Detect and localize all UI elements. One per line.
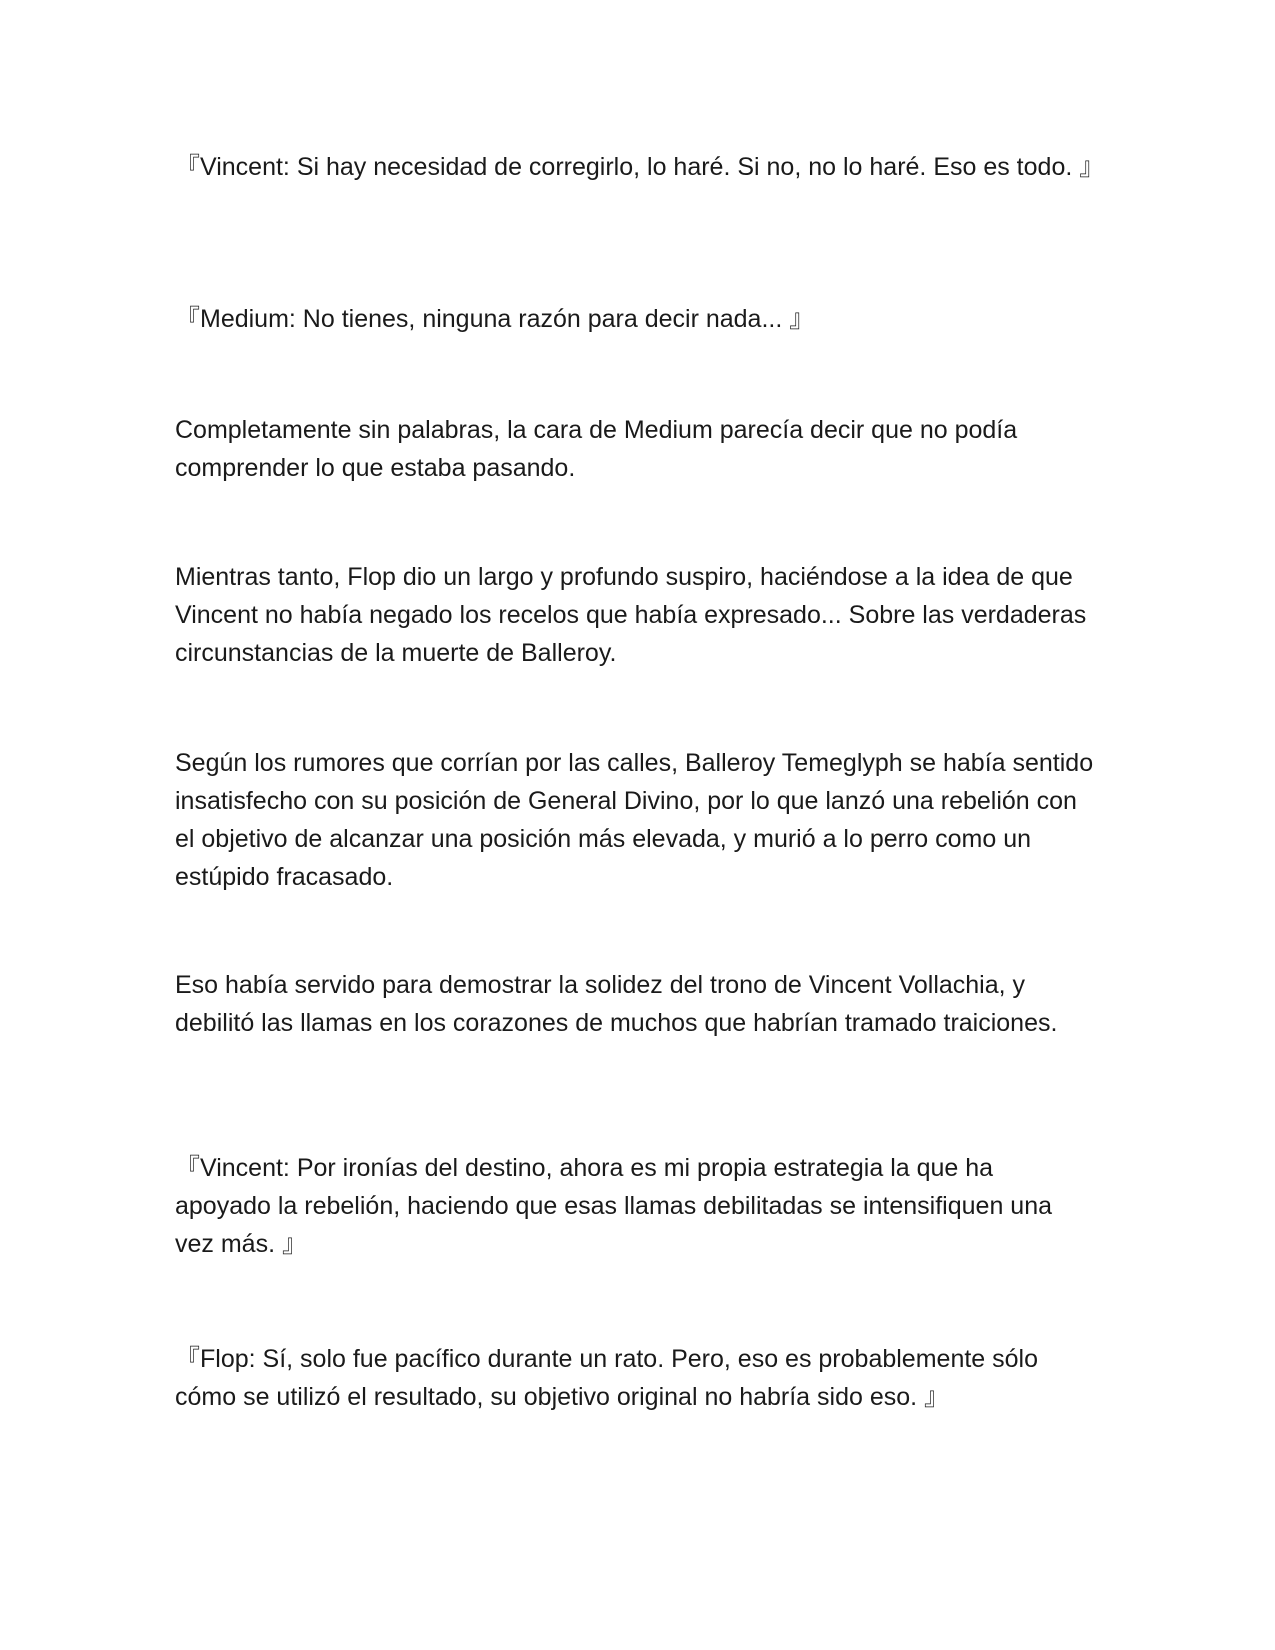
- narration-paragraph-2: Mientras tanto, Flop dio un largo y profundo suspiro, haciéndose a la idea de que Vincent no había negado los recelos que había expresado... Sobre las verdaderas circunstancias de la muerte de Balleroy.: [175, 563, 1094, 667]
- dialogue-medium: 『Medium: No tienes, ninguna razón para decir nada... 』: [175, 305, 815, 333]
- narration-paragraph-1: Completamente sin palabras, la cara de Medium parecía decir que no podía comprender lo que estaba pasando.: [175, 416, 1025, 482]
- narration-paragraph-4: Eso había servido para demostrar la solidez del trono de Vincent Vollachia, y debilitó las llamas en los corazones de muchos que habrían tramado traiciones.: [175, 971, 1058, 1037]
- dialogue-vincent-1: 『Vincent: Si hay necesidad de corregirlo, lo haré. Si no, no lo haré. Eso es todo. 』: [175, 153, 1105, 181]
- dialogue-flop: 『Flop: Sí, solo fue pacífico durante un rato. Pero, eso es probablemente sólo cómo se utilizó el resultado, su objetivo original no habría sido eso. 』: [175, 1345, 1045, 1411]
- narration-paragraph-3: Según los rumores que corrían por las calles, Balleroy Temeglyph se había sentido insatisfecho con su posición de General Divino, por lo que lanzó una rebelión con el objetivo de alcanzar una posición más elevada, y murió a lo perro como un estúpido fracasado.: [175, 749, 1101, 891]
- dialogue-vincent-2: 『Vincent: Por ironías del destino, ahora es mi propia estrategia la que ha apoyado la rebelión, haciendo que esas llamas debilitadas se intensifiquen una vez más. 』: [175, 1154, 1059, 1258]
